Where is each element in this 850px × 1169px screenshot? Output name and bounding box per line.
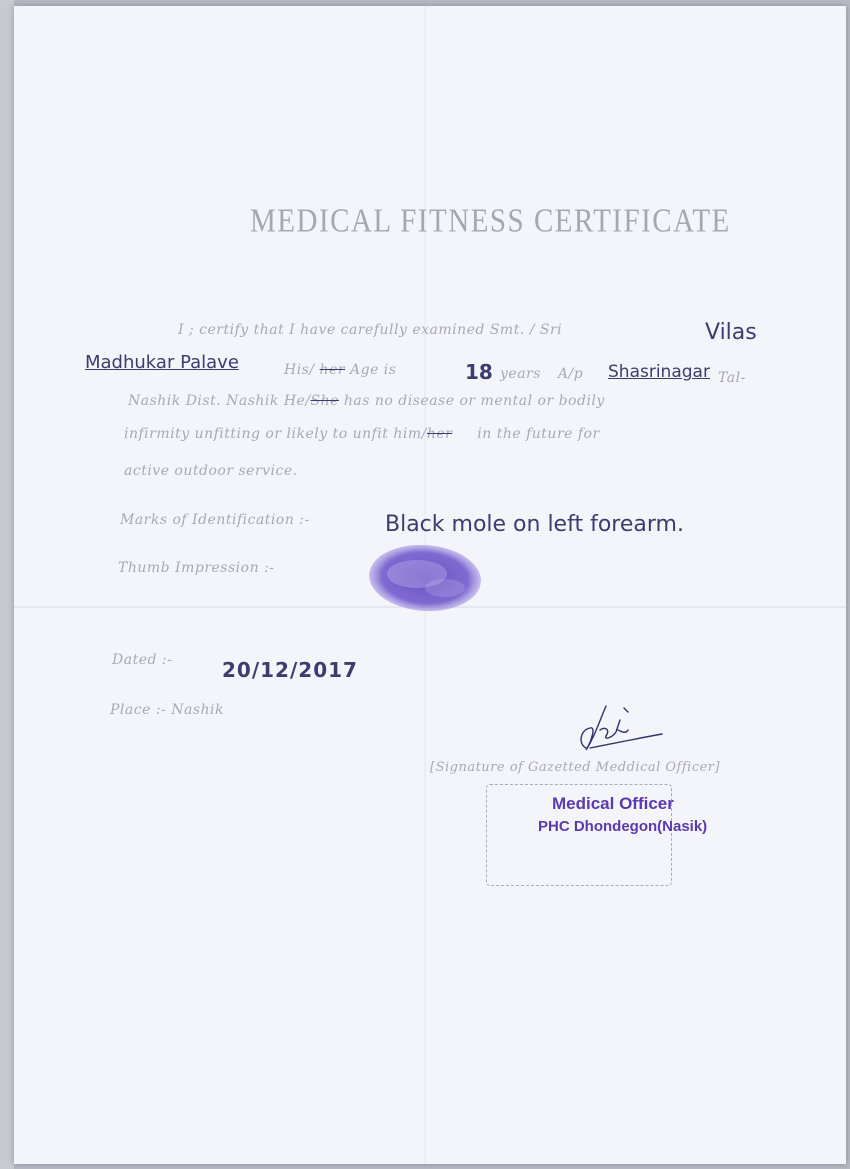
body-line-5: active outdoor service. [124,463,298,479]
body-line-1: I ; certify that I have carefully examined Smt. / Sri [178,322,563,338]
identification-label: Marks of Identification :- [120,512,310,528]
scan-edge [0,0,14,1169]
thumb-impression [365,538,490,618]
tal-label: Tal- [718,370,746,386]
signature-caption: [Signature of Gazetted Meddical Officer] [430,760,721,775]
body-line-3: Nashik Dist. Nashik He/She has no disease or mental or bodily [128,393,605,409]
patient-age: 18 [465,360,493,384]
patient-name: Madhukar Palave [85,352,239,373]
his-her-label: His/ her Age is [284,362,397,378]
years-label: years A/p [500,366,584,382]
patient-address: Shasrinagar [608,362,710,382]
dated-label: Dated :- [112,652,173,668]
certificate-title: MEDICAL FITNESS CERTIFICATE [250,202,731,240]
body-line-4: infirmity unfitting or likely to unfit him/her in the future for [124,426,600,442]
dated-value: 20/12/2017 [222,658,358,682]
thumb-label: Thumb Impression :- [118,560,275,576]
stamp-subtitle: PHC Dhondegon(Nasik) [538,818,708,835]
identification-value: Black mole on left forearm. [385,512,684,537]
patient-first-name: Vilas [705,320,757,345]
medical-officer-signature [570,700,670,760]
stamp-title: Medical Officer [552,794,674,813]
place-label: Place :- Nashik [110,702,224,718]
